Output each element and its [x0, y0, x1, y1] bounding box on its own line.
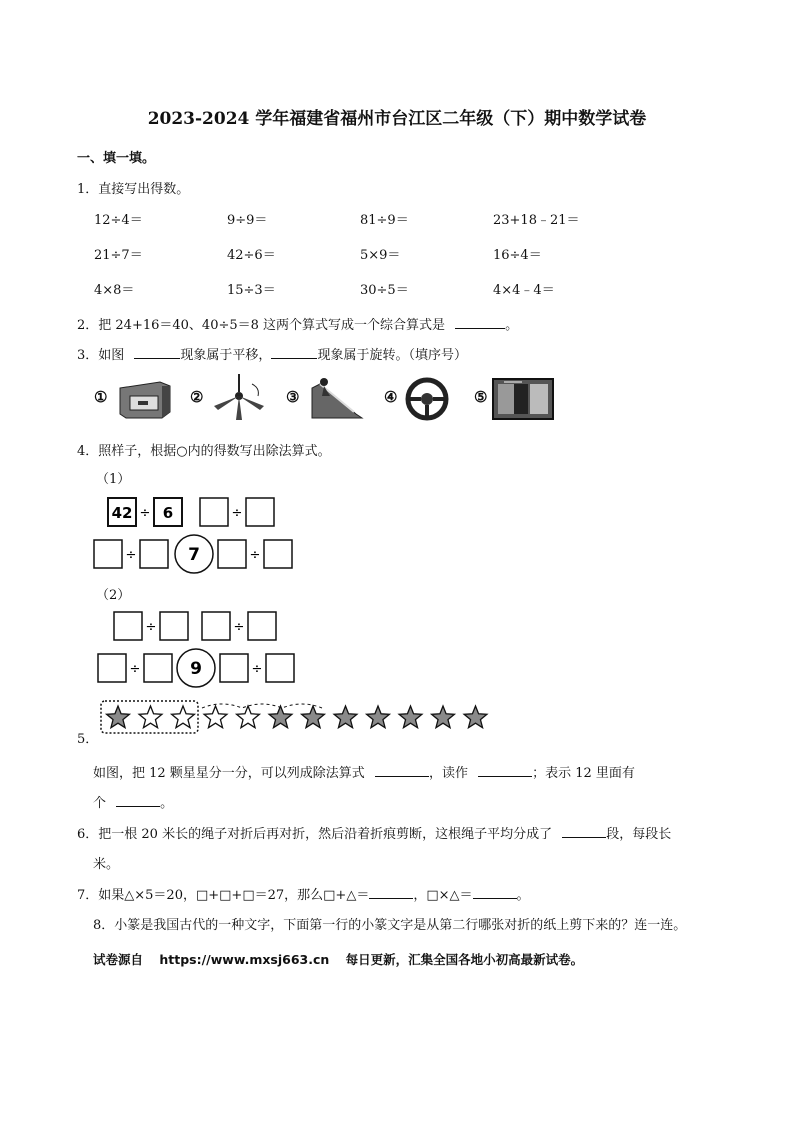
answer-box[interactable]: [200, 498, 228, 526]
star-group-outline: [202, 704, 322, 708]
q5-line2: [93, 792, 173, 811]
footer-label: 试卷源自: [93, 952, 144, 967]
drawer-icon: [116, 378, 172, 420]
star: [172, 706, 195, 728]
q3-rotation-blank[interactable]: [271, 346, 317, 359]
calc-item: 30÷5＝: [360, 283, 409, 298]
star: [464, 706, 487, 728]
calc-item: 15÷3＝: [227, 283, 276, 298]
answer-box[interactable]: [218, 540, 246, 568]
circle-value: 9: [190, 659, 202, 679]
q4-part1-label: （1）: [96, 472, 131, 487]
q3-line: [77, 344, 467, 363]
star: [107, 706, 130, 728]
q5-text-b: ，读作: [428, 766, 468, 781]
footer: [93, 950, 583, 968]
calc-item: 4×4﹣4＝: [493, 283, 555, 298]
q3-image-window: [474, 378, 558, 420]
q6-segments-blank[interactable]: [562, 825, 606, 838]
q6-text-end: 段，每段长: [606, 827, 672, 842]
q4-part2-label: （2）: [96, 588, 131, 603]
q5-stars-figure: [96, 698, 496, 738]
division-sign: ÷: [129, 662, 141, 677]
q8-line: 8．小篆是我国古代的一种文字，下面第一行的小篆文字是从第二行哪张对折的纸上剪下来的？连一连。: [93, 918, 687, 933]
ceiling-fan-icon: [208, 372, 270, 422]
q5-text-a: 如图，把 12 颗星星分一分，可以列成除法算式: [93, 766, 365, 781]
star: [269, 706, 292, 728]
section-heading: 一、填一填。: [77, 151, 156, 166]
q7-text-c: 。: [516, 888, 530, 903]
q3-translation-blank[interactable]: [134, 346, 180, 359]
answer-box[interactable]: [246, 498, 274, 526]
answer-box[interactable]: [248, 612, 276, 640]
calc-item: 42÷6＝: [227, 248, 276, 263]
q6-text: 6．把一根 20 米长的绳子对折后再对折，然后沿着折痕剪断，这根绳子平均分成了: [77, 827, 553, 842]
calc-item: 21÷7＝: [94, 248, 143, 263]
q3-label: ②: [190, 388, 204, 406]
q6-line2: 米。: [93, 857, 120, 872]
footer-url[interactable]: https://www.mxsj663.cn: [159, 952, 330, 967]
q1-prompt: 1．直接写出得数。: [77, 182, 190, 197]
answer-box[interactable]: [160, 612, 188, 640]
star: [237, 706, 260, 728]
q2-answer-blank[interactable]: [455, 316, 505, 329]
q6-line1: [77, 823, 671, 842]
q3-label: ①: [94, 388, 108, 406]
division-sign: ÷: [145, 620, 157, 635]
division-sign: ÷: [231, 506, 243, 521]
q3-label: ⑤: [474, 388, 488, 406]
calc-item: 12÷4＝: [94, 213, 143, 228]
answer-box[interactable]: [114, 612, 142, 640]
calc-item: 5×9＝: [360, 248, 401, 263]
answer-box[interactable]: [202, 612, 230, 640]
q3-label: ③: [286, 388, 300, 406]
star: [302, 706, 325, 728]
star: [399, 706, 422, 728]
answer-box[interactable]: [266, 654, 294, 682]
q3-label: ④: [384, 388, 398, 406]
calc-item: 9÷9＝: [227, 213, 268, 228]
slide-icon: [304, 374, 366, 422]
q7-text-a: 7．如果△×5＝20，□+□+□＝27，那么□+△＝: [77, 888, 370, 903]
q4-part1-diagram: [90, 490, 310, 582]
answer-box[interactable]: [98, 654, 126, 682]
footer-tail: 每日更新，汇集全国各地小初高最新试卷。: [345, 952, 584, 967]
answer-box[interactable]: [220, 654, 248, 682]
q7-sum-blank[interactable]: [369, 886, 413, 899]
q4-prompt: 4．照样子，根据○内的得数写出除法算式。: [77, 444, 331, 459]
example-divisor: 6: [162, 504, 174, 522]
q2-line: [77, 314, 518, 333]
star: [367, 706, 390, 728]
q5-equation-blank[interactable]: [375, 764, 429, 777]
q2-text: 2．把 24+16＝40、40÷5＝8 这两个算式写成一个综合算式是: [77, 318, 446, 333]
sliding-window-icon: [492, 378, 554, 420]
division-sign: ÷: [251, 662, 263, 677]
division-sign: ÷: [139, 506, 151, 521]
q4-part2-diagram: [90, 604, 310, 696]
q3-mid: 现象属于平移，: [180, 348, 272, 363]
answer-box[interactable]: [264, 540, 292, 568]
q3-image-steering-wheel: [384, 378, 464, 420]
q2-end: 。: [505, 318, 519, 333]
circle-value: 7: [188, 545, 200, 565]
answer-box[interactable]: [144, 654, 172, 682]
q5-reading-blank[interactable]: [478, 764, 532, 777]
page-title: 2023-2024 学年福建省福州市台江区二年级（下）期中数学试卷: [147, 109, 647, 129]
q5-line1: [93, 762, 635, 781]
answer-box[interactable]: [94, 540, 122, 568]
calc-item: 23+18﹣21＝: [493, 213, 580, 228]
star: [139, 706, 162, 728]
division-sign: ÷: [233, 620, 245, 635]
calc-item: 81÷9＝: [360, 213, 409, 228]
q7-product-blank[interactable]: [473, 886, 517, 899]
q7-line: [77, 884, 530, 903]
division-sign: ÷: [125, 548, 137, 563]
steering-wheel-icon: [404, 376, 450, 422]
q5-text-c: ；表示 12 里面有: [532, 766, 635, 781]
example-dividend: 42: [111, 504, 133, 522]
q3-image-drawer: [94, 378, 174, 420]
q3-image-fan: [190, 378, 270, 420]
division-sign: ÷: [249, 548, 261, 563]
calc-item: 16÷4＝: [493, 248, 542, 263]
q5-number: 5．: [77, 732, 99, 747]
star: [432, 706, 455, 728]
star: [204, 706, 227, 728]
q7-text-b: ，□×△＝: [413, 888, 473, 903]
star: [334, 706, 357, 728]
answer-box[interactable]: [140, 540, 168, 568]
q3-image-slide: [286, 378, 366, 420]
calc-item: 4×8＝: [94, 283, 135, 298]
q5-text-e: 。: [160, 796, 174, 811]
q3-suffix: 现象属于旋转。（填序号）: [317, 348, 467, 363]
q3-prefix: 3．如图: [77, 348, 125, 363]
q5-text-d: 个: [93, 796, 107, 811]
q5-count-blank[interactable]: [116, 794, 160, 807]
